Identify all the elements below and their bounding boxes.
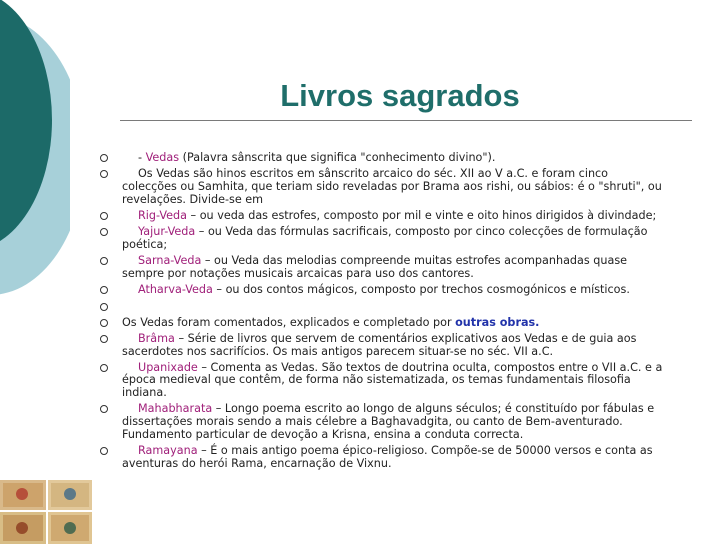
- bullet-icon: [100, 335, 108, 343]
- bullet-list: [98, 152, 664, 474]
- bullet-icon: [100, 154, 108, 162]
- list-item: Rig-Veda – ou veda das estrofes, composto por mil e vinte e oito hinos dirigidos à divindade;: [98, 210, 664, 223]
- list-item: Brâma – Série de livros que servem de comentários explicativos aos Vedas e de guia aos sacerdotes nos sacrifícios. Os mais antigos parecem situar-se no séc. VII a.C.: [98, 333, 664, 358]
- bullet-icon: [100, 303, 108, 311]
- bullet-icon: [100, 170, 108, 178]
- bullet-icon: [100, 405, 108, 413]
- list-item: Ramayana – É o mais antigo poema épico-religioso. Compõe-se de 50000 versos e conta as aventuras do herói Rama, encarnação de Vixnu.: [98, 445, 664, 470]
- bullet-icon: [100, 212, 108, 220]
- term-ramayana: Ramayana: [138, 444, 198, 458]
- term-atharva-veda: Atharva-Veda: [138, 283, 213, 297]
- list-item: - Vedas (Palavra sânscrita que significa "conhecimento divino").: [98, 152, 664, 165]
- list-item: Sarna-Veda – ou Veda das melodias compreende muitas estrofes acompanhadas quase sempre por notações musicais arcaicas para uso dos cantores.: [98, 255, 664, 280]
- slide-title: Livros sagrados: [280, 78, 520, 113]
- bullet-icon: [100, 257, 108, 265]
- list-item: Mahabharata – Longo poema escrito ao longo de alguns séculos; é constituído por fábulas e dissertações morais sendo a mais célebre a Baghavadgita, ou canto de Bem-aventurado. Fundamento particular de devoção a Krisna, ensina a conduta correcta.: [98, 403, 664, 441]
- manuscript-images: [0, 472, 92, 546]
- term-upanixade: Upanixade: [138, 360, 198, 374]
- list-item: Yajur-Veda – ou Veda das fórmulas sacrificais, composto por cinco colecções de formulação poética;: [98, 226, 664, 251]
- list-item: Atharva-Veda – ou dos contos mágicos, composto por trechos cosmogónicos e místicos.: [98, 284, 664, 297]
- list-item: Os Vedas são hinos escritos em sânscrito arcaico do séc. XII ao V a.C. e foram cinco colecções ou Samhita, que teriam sido reveladas por Brama aos rishi, ou sábios: é o "shruti", ou revelações. Divide-se em: [98, 168, 664, 206]
- list-item-empty: [98, 301, 664, 313]
- bullet-icon: [100, 447, 108, 455]
- term-rig-veda: Rig-Veda: [138, 208, 187, 222]
- term-yajur-veda: Yajur-Veda: [138, 225, 196, 239]
- bullet-icon: [100, 228, 108, 236]
- bullet-icon: [100, 319, 108, 327]
- list-item: Upanixade – Comenta as Vedas. São textos de doutrina oculta, compostos entre o VII a.C. e a época medieval que contêm, de forma não sistematizada, os temas fundamentais filosofia indiana.: [98, 362, 664, 400]
- title-divider: [120, 120, 692, 121]
- decorative-side-shapes: [0, 0, 110, 546]
- term-sarna-veda: Sarna-Veda: [138, 254, 202, 268]
- term-mahabharata: Mahabharata: [138, 402, 213, 416]
- term-vedas: Vedas: [145, 151, 180, 164]
- list-item: Os Vedas foram comentados, explicados e completado por outras obras.: [98, 317, 664, 330]
- term-brama: Brâma: [138, 331, 175, 345]
- outras-obras-link[interactable]: outras obras.: [455, 315, 540, 329]
- bullet-icon: [100, 286, 108, 294]
- bullet-icon: [100, 364, 108, 372]
